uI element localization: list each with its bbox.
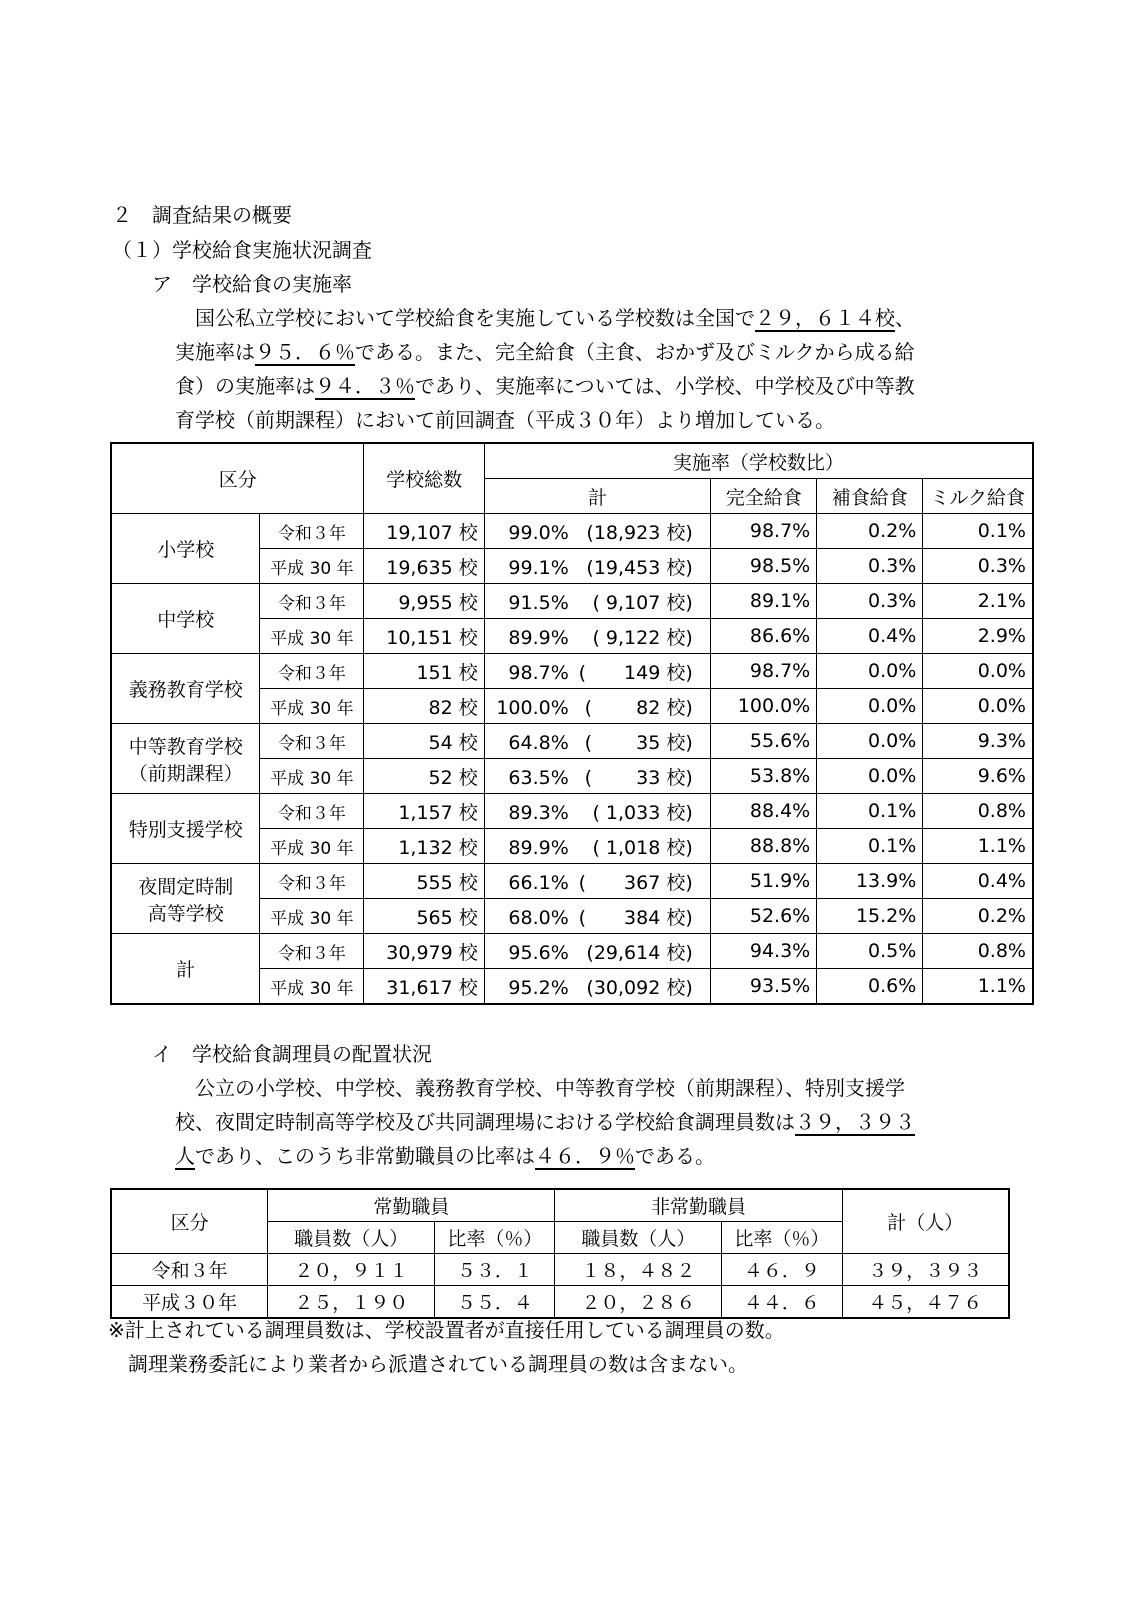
full-meal-cell: 100.0% <box>711 689 817 724</box>
header-supplementary-meal: 補食給食 <box>817 479 923 514</box>
supplementary-meal-cell: 0.6% <box>817 969 923 1005</box>
full-meal-cell: 98.5% <box>711 549 817 584</box>
rate-cell <box>484 654 710 689</box>
full-meal-cell: 51.9% <box>711 864 817 899</box>
t2-pt-ratio: ４４．６ <box>722 1286 842 1319</box>
supplementary-meal-cell: 0.4% <box>817 619 923 654</box>
full-meal-cell: 98.7% <box>711 654 817 689</box>
milk-meal-cell: 0.4% <box>923 864 1033 899</box>
full-meal-cell: 53.8% <box>711 759 817 794</box>
milk-meal-cell: 2.9% <box>923 619 1033 654</box>
table-row <box>111 864 1033 899</box>
year-cell: 令和３年 <box>260 794 364 829</box>
rate-count: ( 35 校) <box>584 731 693 754</box>
supplementary-meal-cell: 0.3% <box>817 549 923 584</box>
table-row <box>111 934 1033 969</box>
item-a-para-line-2: 実施率は９５．６％である。また、完全給食（主食、おかず及びミルクから成る給 <box>175 340 915 364</box>
full-meal-cell: 55.6% <box>711 724 817 759</box>
rate-count: (19,453 校) <box>586 556 693 579</box>
t2-total: ４５，４７６ <box>842 1286 1009 1319</box>
total-schools-cell: 31,617 校 <box>364 969 484 1005</box>
t2-header-ft-ratio: 比率（％） <box>435 1222 555 1254</box>
rate-value: 98.7% <box>508 661 569 684</box>
milk-meal-cell: 1.1% <box>923 969 1033 1005</box>
category-cell: 計 <box>111 934 260 1005</box>
rate-count: ( 9,107 校) <box>592 591 693 614</box>
year-cell: 平成 30 年 <box>260 619 364 654</box>
milk-meal-cell: 2.1% <box>923 584 1033 619</box>
t2-pt-staff: ２０，２８６ <box>555 1286 722 1319</box>
total-schools-cell: 565 校 <box>364 899 484 934</box>
supplementary-meal-cell: 0.1% <box>817 829 923 864</box>
rate-count: ( 1,018 校) <box>592 836 693 859</box>
supplementary-meal-cell: 0.2% <box>817 514 923 549</box>
supplementary-meal-cell: 0.5% <box>817 934 923 969</box>
rate-cell <box>484 759 710 794</box>
t2-ft-staff: ２５，１９０ <box>268 1286 435 1319</box>
year-cell: 令和３年 <box>260 654 364 689</box>
t2-row-label: 令和３年 <box>111 1254 268 1286</box>
header-rate: 実施率（学校数比） <box>484 443 1033 479</box>
total-schools-cell: 54 校 <box>364 724 484 759</box>
full-meal-cell: 89.1% <box>711 584 817 619</box>
rate-cell <box>484 864 710 899</box>
rate-cell <box>484 514 710 549</box>
total-schools-cell: 151 校 <box>364 654 484 689</box>
category-name-line-2: （前期課程） <box>128 762 243 785</box>
rate-cell <box>484 549 710 584</box>
table-row <box>111 1254 1009 1286</box>
category-cell <box>111 724 260 794</box>
supplementary-meal-cell: 0.1% <box>817 794 923 829</box>
rate-count: ( 9,122 校) <box>592 626 693 649</box>
year-cell: 平成 30 年 <box>260 899 364 934</box>
cook-staff-table <box>110 1188 1010 1319</box>
category-cell: 義務教育学校 <box>111 654 260 724</box>
table-row <box>111 1286 1009 1319</box>
t2-pt-ratio: ４６．９ <box>722 1254 842 1286</box>
rate-cell <box>484 934 710 969</box>
rate-cell <box>484 969 710 1005</box>
t2-header-fulltime: 常勤職員 <box>268 1189 555 1222</box>
t2-header-pt-ratio: 比率（％） <box>722 1222 842 1254</box>
t2-header-ft-staff: 職員数（人） <box>268 1222 435 1254</box>
table-header-row <box>111 443 1033 479</box>
rate-cell <box>484 829 710 864</box>
supplementary-meal-cell: 0.0% <box>817 689 923 724</box>
t2-row-label: 平成３０年 <box>111 1286 268 1319</box>
total-schools-cell: 10,151 校 <box>364 619 484 654</box>
rate-count: ( 384 校) <box>578 906 693 929</box>
rate-value: 91.5% <box>508 591 569 614</box>
milk-meal-cell: 1.1% <box>923 829 1033 864</box>
item-a-para-line-3: 食）の実施率は９４．３％であり、実施率については、小学校、中学校及び中等教 <box>175 374 915 398</box>
total-schools-cell: 30,979 校 <box>364 934 484 969</box>
supplementary-meal-cell: 0.0% <box>817 759 923 794</box>
supplementary-meal-cell: 15.2% <box>817 899 923 934</box>
year-cell: 令和３年 <box>260 584 364 619</box>
category-name-line-2: 高等学校 <box>147 902 224 925</box>
rate-count: ( 1,033 校) <box>592 801 693 824</box>
t2-header-parttime: 非常勤職員 <box>555 1189 842 1222</box>
note-line-1: ※計上されている調理員数は、学校設置者が直接任用している調理員の数。 <box>108 1318 785 1342</box>
year-cell: 平成 30 年 <box>260 689 364 724</box>
rate-value: 68.0% <box>508 906 569 929</box>
total-schools-cell: 9,955 校 <box>364 584 484 619</box>
rate-count: ( 149 校) <box>578 661 693 684</box>
table-row <box>111 794 1033 829</box>
year-cell: 平成 30 年 <box>260 549 364 584</box>
total-schools-cell: 82 校 <box>364 689 484 724</box>
full-meal-cell: 88.4% <box>711 794 817 829</box>
total-schools-cell: 19,635 校 <box>364 549 484 584</box>
rate-value: 89.9% <box>508 836 569 859</box>
rate-cell <box>484 794 710 829</box>
t2-header-category: 区分 <box>111 1189 268 1254</box>
milk-meal-cell: 0.8% <box>923 794 1033 829</box>
rate-value: 100.0% <box>496 696 569 719</box>
milk-meal-cell: 0.3% <box>923 549 1033 584</box>
full-meal-cell: 98.7% <box>711 514 817 549</box>
rate-count: (30,092 校) <box>586 976 693 999</box>
table-row <box>111 584 1033 619</box>
header-category: 区分 <box>111 443 364 514</box>
t2-header-pt-staff: 職員数（人） <box>555 1222 722 1254</box>
rate-cell <box>484 899 710 934</box>
item-i-heading: イ 学校給食調理員の配置状況 <box>152 1042 432 1066</box>
rate-cell <box>484 584 710 619</box>
rate-value: 99.0% <box>508 521 569 544</box>
rate-cell <box>484 619 710 654</box>
t2-pt-staff: １８，４８２ <box>555 1254 722 1286</box>
rate-value: 99.1% <box>508 556 569 579</box>
t2-ft-ratio: ５３．１ <box>435 1254 555 1286</box>
rate-value: 89.3% <box>508 801 569 824</box>
header-full-meal: 完全給食 <box>711 479 817 514</box>
item-a-heading: ア 学校給食の実施率 <box>152 272 352 296</box>
category-cell: 中学校 <box>111 584 260 654</box>
year-cell: 令和３年 <box>260 724 364 759</box>
rate-cell <box>484 724 710 759</box>
item-a-para-line-1: 国公私立学校において学校給食を実施している学校数は全国で２９，６１４校、 <box>175 306 915 330</box>
rate-count: ( 33 校) <box>584 766 693 789</box>
subsection-title: （１）学校給食実施状況調査 <box>112 238 372 262</box>
school-lunch-rate-table <box>110 442 1034 1005</box>
header-total-schools: 学校総数 <box>364 443 484 514</box>
full-meal-cell: 93.5% <box>711 969 817 1005</box>
supplementary-meal-cell: 0.3% <box>817 584 923 619</box>
milk-meal-cell: 9.6% <box>923 759 1033 794</box>
item-i-para-line-2: 校、夜間定時制高等学校及び共同調理場における学校給食調理員数は３９，３９３ <box>175 1110 915 1134</box>
full-meal-cell: 94.3% <box>711 934 817 969</box>
rate-count: (29,614 校) <box>586 941 693 964</box>
category-cell <box>111 864 260 934</box>
rate-value: 95.2% <box>508 976 569 999</box>
category-cell: 小学校 <box>111 514 260 584</box>
rate-count: ( 82 校) <box>584 696 693 719</box>
category-cell: 特別支援学校 <box>111 794 260 864</box>
supplementary-meal-cell: 0.0% <box>817 654 923 689</box>
t2-ft-ratio: ５５．４ <box>435 1286 555 1319</box>
year-cell: 令和３年 <box>260 864 364 899</box>
category-name-line-1: 夜間定時制 <box>138 875 234 898</box>
rate-count: (18,923 校) <box>586 521 693 544</box>
table2-header-row <box>111 1189 1009 1222</box>
rate-value: 89.9% <box>508 626 569 649</box>
year-cell: 令和３年 <box>260 514 364 549</box>
rate-value: 95.6% <box>508 941 569 964</box>
milk-meal-cell: 0.2% <box>923 899 1033 934</box>
table-row <box>111 514 1033 549</box>
milk-meal-cell: 0.8% <box>923 934 1033 969</box>
note-line-2: 調理業務委託により業者から派遣されている調理員の数は含まない。 <box>108 1352 748 1376</box>
rate-value: 66.1% <box>508 871 569 894</box>
rate-value: 64.8% <box>508 731 569 754</box>
rate-count: ( 367 校) <box>578 871 693 894</box>
year-cell: 平成 30 年 <box>260 829 364 864</box>
milk-meal-cell: 0.0% <box>923 654 1033 689</box>
total-schools-cell: 19,107 校 <box>364 514 484 549</box>
header-milk-meal: ミルク給食 <box>923 479 1033 514</box>
total-schools-cell: 1,132 校 <box>364 829 484 864</box>
rate-cell <box>484 689 710 724</box>
year-cell: 平成 30 年 <box>260 969 364 1005</box>
rate-value: 63.5% <box>508 766 569 789</box>
supplementary-meal-cell: 0.0% <box>817 724 923 759</box>
full-meal-cell: 86.6% <box>711 619 817 654</box>
milk-meal-cell: 9.3% <box>923 724 1033 759</box>
item-a-para-line-4: 育学校（前期課程）において前回調査（平成３０年）より増加している。 <box>175 408 835 432</box>
t2-total: ３９，３９３ <box>842 1254 1009 1286</box>
total-schools-cell: 555 校 <box>364 864 484 899</box>
t2-header-total: 計（人） <box>842 1189 1009 1254</box>
year-cell: 平成 30 年 <box>260 759 364 794</box>
total-schools-cell: 52 校 <box>364 759 484 794</box>
supplementary-meal-cell: 13.9% <box>817 864 923 899</box>
category-name-line-1: 中等教育学校 <box>128 735 243 758</box>
full-meal-cell: 52.6% <box>711 899 817 934</box>
item-i-para-line-1: 公立の小学校、中学校、義務教育学校、中等教育学校（前期課程）、特別支援学 <box>175 1076 905 1100</box>
t2-ft-staff: ２０，９１１ <box>268 1254 435 1286</box>
table-row <box>111 724 1033 759</box>
total-schools-cell: 1,157 校 <box>364 794 484 829</box>
section-title: ２ 調査結果の概要 <box>112 203 292 227</box>
header-sum: 計 <box>484 479 710 514</box>
milk-meal-cell: 0.0% <box>923 689 1033 724</box>
full-meal-cell: 88.8% <box>711 829 817 864</box>
milk-meal-cell: 0.1% <box>923 514 1033 549</box>
item-i-para-line-3: 人であり、このうち非常勤職員の比率は４６．９％である。 <box>175 1144 715 1168</box>
table-row <box>111 654 1033 689</box>
year-cell: 令和３年 <box>260 934 364 969</box>
